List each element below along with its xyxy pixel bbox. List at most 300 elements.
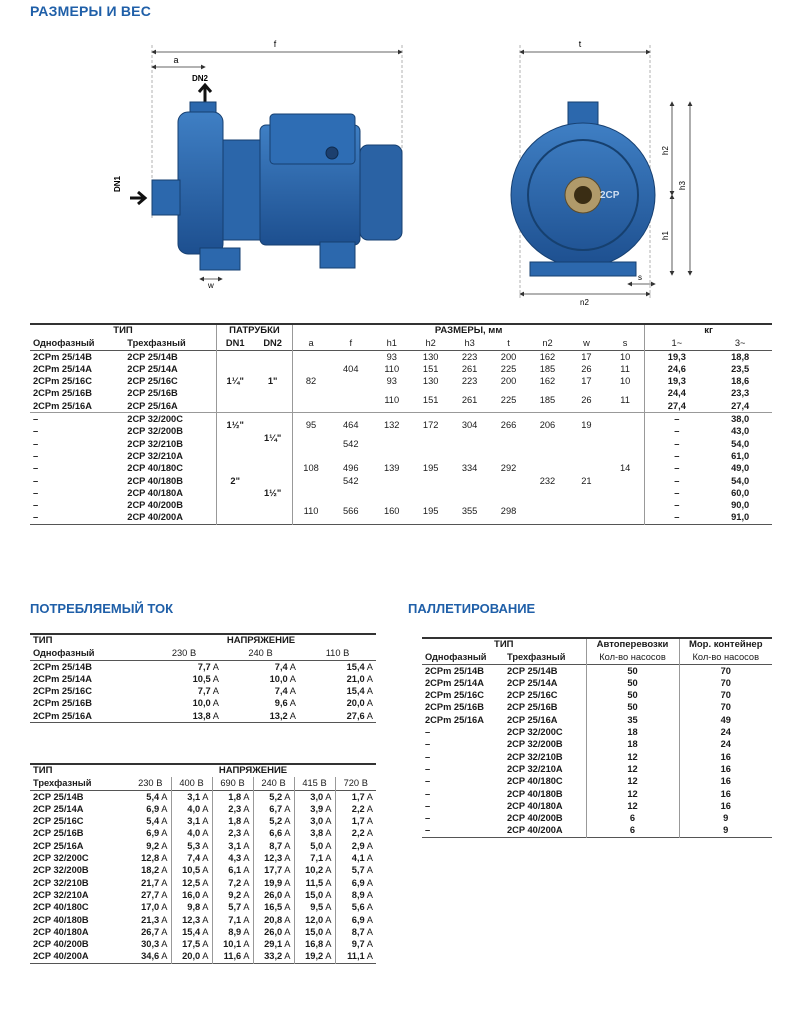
- table-cell: [329, 487, 372, 499]
- current-value-cell: [212, 864, 253, 876]
- current-value: 5,2: [269, 816, 283, 827]
- current-unit: A: [284, 853, 291, 864]
- current-value-cell: [212, 877, 253, 889]
- table-cell: 23,3: [731, 388, 750, 399]
- current-value-cell: [130, 926, 171, 938]
- table-cell: DN2: [263, 338, 282, 349]
- table-cell: –: [645, 511, 709, 524]
- table-row: [422, 775, 772, 787]
- model-cell: 2CP 32/200B: [507, 739, 563, 750]
- current-value-cell: [130, 864, 171, 876]
- current-value: 8,9: [351, 889, 365, 900]
- qty-cell: 16: [679, 763, 772, 775]
- table-row: [30, 864, 376, 876]
- current-value-cell: [253, 901, 294, 913]
- table-cell: 2CP 32/210A: [127, 450, 183, 461]
- table-cell: 21: [581, 475, 592, 486]
- model-cell: –: [425, 813, 431, 824]
- table-cell: 225: [500, 394, 517, 405]
- current-unit: A: [243, 791, 250, 802]
- model-cell: –: [425, 776, 431, 787]
- current-value: 26,7: [141, 926, 160, 937]
- qty-cell: 24: [679, 726, 772, 738]
- model-cell: 2CP 40/200B: [33, 939, 89, 950]
- table-cell: 38,0: [731, 414, 750, 425]
- table-cell: 151: [422, 394, 439, 405]
- current-value: 3,1: [228, 840, 242, 851]
- table-cell: 54,0: [731, 438, 750, 449]
- qty-cell: 12: [586, 788, 679, 800]
- current-unit: A: [243, 853, 250, 864]
- current-title: ПОТРЕБЛЯЕМЫЙ ТОК: [30, 601, 174, 616]
- current-value-cell: [299, 660, 376, 673]
- table-cell: 160: [383, 506, 400, 517]
- current-value: 17,5: [182, 939, 201, 950]
- current-unit: A: [289, 661, 296, 672]
- current-value-cell: [212, 815, 253, 827]
- current-value-cell: [130, 852, 171, 864]
- current-unit: A: [284, 914, 291, 925]
- current-value-cell: [253, 889, 294, 901]
- current-unit: A: [202, 914, 209, 925]
- current-value-cell: [294, 827, 335, 839]
- current-value: 5,4: [146, 816, 160, 827]
- table-cell: 130: [422, 351, 439, 362]
- table-cell: 19,3: [645, 375, 709, 387]
- current-unit: A: [161, 902, 168, 913]
- table-cell: 24,6: [645, 363, 709, 375]
- current-unit: A: [366, 816, 373, 827]
- current-value: 12,0: [305, 914, 324, 925]
- current-value-cell: [212, 901, 253, 913]
- dimensions-table: [30, 323, 772, 525]
- current-value-cell: [130, 803, 171, 815]
- current-unit: A: [284, 803, 291, 814]
- current-value: 5,7: [228, 902, 242, 913]
- dims-patrubki-header: ПАТРУБКИ: [217, 324, 293, 337]
- current-value-cell: [212, 840, 253, 852]
- table-row: [30, 634, 376, 647]
- model-cell: 2CP 25/14B: [33, 791, 84, 802]
- table-cell: 223: [461, 376, 478, 387]
- current-value: 9,2: [228, 889, 242, 900]
- table-cell: 2CP 32/200C: [127, 414, 183, 425]
- current-unit: A: [161, 914, 168, 925]
- qty-cell: 6: [586, 824, 679, 837]
- table-cell: 2CPm 25/14A: [33, 363, 92, 374]
- table-row: [30, 697, 376, 709]
- current-value-cell: [299, 673, 376, 685]
- table-cell: –: [645, 462, 709, 474]
- table-cell: [329, 387, 372, 412]
- current-value: 1,8: [228, 791, 242, 802]
- current-value: 27,6: [346, 710, 365, 721]
- current-value: 17,0: [141, 902, 160, 913]
- table-cell: 162: [539, 351, 556, 362]
- table-cell: 240 В: [248, 648, 273, 659]
- table-cell: Однофазный: [425, 652, 487, 663]
- current-value: 7,4: [274, 686, 288, 697]
- dim-w-label: w: [208, 281, 214, 290]
- qty-cell: 16: [679, 788, 772, 800]
- table-row: [30, 387, 772, 399]
- table-cell: 172: [422, 420, 439, 431]
- table-cell: 195: [422, 506, 439, 517]
- current-unit: A: [243, 877, 250, 888]
- current-value: 34,6: [141, 951, 160, 962]
- table-cell: 49,0: [731, 463, 750, 474]
- current-unit: A: [325, 877, 332, 888]
- table-cell: 24,4: [645, 387, 709, 399]
- current-value-cell: [130, 827, 171, 839]
- qty-cell: 70: [679, 664, 772, 677]
- table-cell: s: [622, 338, 628, 349]
- current-value: 20,0: [182, 951, 201, 962]
- model-cell: 2CP 25/14A: [33, 803, 84, 814]
- table-cell: –: [33, 475, 39, 486]
- current-value-cell: [130, 889, 171, 901]
- current-value-cell: [212, 852, 253, 864]
- table-cell: 261: [461, 394, 478, 405]
- current-value-cell: [222, 673, 299, 685]
- table-row: [422, 689, 772, 701]
- current-value-cell: [171, 840, 212, 852]
- dn2-label: DN2: [192, 74, 209, 83]
- current-value: 16,5: [264, 902, 283, 913]
- qty-cell: 18: [586, 726, 679, 738]
- current-value: 6,9: [351, 914, 365, 925]
- table-row: [422, 751, 772, 763]
- qty-cell: 12: [586, 751, 679, 763]
- current-value: 20,8: [264, 914, 283, 925]
- qty-cell: 35: [586, 714, 679, 726]
- table-cell: 232: [539, 475, 556, 486]
- table-row: [422, 664, 772, 677]
- current-value: 12,3: [182, 914, 201, 925]
- current-unit: A: [243, 816, 250, 827]
- model-cell: –: [425, 763, 431, 774]
- current-unit: A: [161, 889, 168, 900]
- dim-t-label: t: [578, 39, 582, 49]
- current-value: 1,8: [228, 816, 242, 827]
- qty-cell: 16: [679, 751, 772, 763]
- table-cell: –: [33, 463, 39, 474]
- model-cell: 2CPm 25/14B: [425, 665, 484, 676]
- table-cell: 292: [500, 463, 517, 474]
- current-value-cell: [294, 864, 335, 876]
- current-unit: A: [202, 902, 209, 913]
- current-unit: A: [202, 840, 209, 851]
- table-row: [422, 677, 772, 689]
- model-cell: 2CPm 25/16B: [425, 702, 484, 713]
- table-cell: n2: [542, 338, 553, 349]
- table-row: [30, 877, 376, 889]
- qty-cell: 50: [586, 689, 679, 701]
- table-cell: 110: [292, 499, 329, 524]
- table-cell: 2CP 32/200B: [127, 426, 183, 437]
- side-view: [113, 39, 402, 290]
- table-cell: 2CPm 25/14B: [33, 351, 92, 362]
- current-value: 4,3: [228, 853, 242, 864]
- table-cell: a: [292, 337, 329, 350]
- current-unit: A: [366, 791, 373, 802]
- table-cell: –: [33, 500, 39, 511]
- table-cell: 19,3: [645, 350, 709, 363]
- pump-drawings: [80, 30, 790, 310]
- table-cell: 93: [386, 351, 397, 362]
- current-value: 5,4: [146, 791, 160, 802]
- table-cell: 2": [217, 438, 254, 525]
- table-row: [30, 350, 772, 363]
- table-row: [422, 651, 772, 664]
- brand-label: 2CP: [600, 190, 620, 201]
- table-cell: 1½": [263, 487, 282, 498]
- current-value-cell: [335, 938, 376, 950]
- current-value: 33,2: [264, 951, 283, 962]
- current-unit: A: [284, 902, 291, 913]
- current-value-cell: [335, 950, 376, 963]
- table-cell: 690 В: [212, 777, 253, 790]
- current-value-cell: [253, 877, 294, 889]
- table-row: [30, 660, 376, 673]
- table-cell: 2CP 25/16C: [127, 376, 178, 387]
- table-row: [30, 363, 772, 375]
- current-value-cell: [335, 803, 376, 815]
- current-unit: A: [202, 926, 209, 937]
- table-cell: 11: [620, 394, 630, 405]
- current-value-cell: [171, 790, 212, 803]
- current-value-cell: [299, 685, 376, 697]
- current-unit: A: [284, 865, 291, 876]
- current-value: 5,0: [310, 840, 324, 851]
- table-cell: 404: [342, 363, 359, 374]
- table-cell: НАПРЯЖЕНИЕ: [218, 765, 288, 776]
- table-cell: 18,8: [731, 351, 750, 362]
- current-unit: A: [366, 939, 373, 950]
- table-cell: 240 В: [253, 777, 294, 790]
- model-cell: 2CP 40/200B: [507, 813, 563, 824]
- current-unit: A: [212, 686, 219, 697]
- current-unit: A: [325, 803, 332, 814]
- current-unit: A: [212, 710, 219, 721]
- current-value-cell: [146, 673, 222, 685]
- current-value-cell: [130, 840, 171, 852]
- current-value: 2,9: [351, 840, 365, 851]
- current-unit: A: [366, 853, 373, 864]
- current-unit: A: [202, 803, 209, 814]
- table-cell: ТИП: [33, 765, 53, 776]
- model-cell: 2CPm 25/14A: [33, 673, 92, 684]
- current-value: 9,2: [146, 840, 160, 851]
- qty-cell: 49: [679, 714, 772, 726]
- table-row: [30, 914, 376, 926]
- current-value-cell: [130, 901, 171, 913]
- table-row: [30, 647, 376, 660]
- current-value: 2,3: [228, 803, 242, 814]
- current-value: 11,5: [305, 877, 324, 888]
- current-unit: A: [161, 865, 168, 876]
- table-cell: 2CP 40/200A: [127, 512, 183, 523]
- current-unit: A: [325, 939, 332, 950]
- table-cell: 195: [422, 463, 439, 474]
- model-cell: 2CP 40/200A: [33, 951, 89, 962]
- model-cell: 2CP 25/16C: [33, 816, 84, 827]
- model-cell: 2CP 25/14B: [507, 665, 558, 676]
- current-unit: A: [325, 816, 332, 827]
- current-value-cell: [335, 864, 376, 876]
- table-cell: ТИП: [33, 635, 53, 646]
- model-cell: 2CP 40/180C: [33, 902, 89, 913]
- current-unit: A: [161, 816, 168, 827]
- current-value-cell: [171, 950, 212, 963]
- current-value-cell: [294, 889, 335, 901]
- table-cell: 151: [422, 363, 439, 374]
- current-value: 3,1: [187, 791, 201, 802]
- current-value: 16,0: [182, 889, 201, 900]
- current-unit: A: [366, 803, 373, 814]
- current-value-cell: [146, 660, 222, 673]
- current-value: 6,1: [228, 865, 242, 876]
- model-cell: 2CP 32/210A: [33, 889, 89, 900]
- model-cell: 2CP 40/200A: [507, 825, 563, 836]
- current-unit: A: [202, 816, 209, 827]
- model-cell: 2CP 40/180C: [507, 776, 563, 787]
- table-row: [422, 638, 772, 651]
- current-value-cell: [253, 815, 294, 827]
- front-view: [511, 39, 690, 307]
- table-cell: 1¼": [217, 350, 254, 412]
- table-cell: 27,4: [731, 400, 750, 411]
- table-cell: 185: [539, 363, 556, 374]
- table-row: [422, 701, 772, 713]
- table-cell: –: [645, 487, 709, 499]
- table-cell: 566: [342, 506, 359, 517]
- table-cell: 10: [619, 351, 631, 362]
- table-cell: 1~: [645, 337, 709, 350]
- current-value-cell: [294, 877, 335, 889]
- table-cell: –: [33, 426, 39, 437]
- table-cell: 2CPm 25/16B: [33, 388, 92, 399]
- dims-three-header: Трехфазный: [127, 338, 186, 349]
- dims-kg-header: кг: [645, 324, 772, 337]
- table-cell: 185: [539, 394, 556, 405]
- dims-razmery-header: РАЗМЕРЫ, мм: [292, 324, 644, 337]
- current-unit: A: [161, 939, 168, 950]
- current-value: 12,8: [141, 853, 160, 864]
- dim-s-label: s: [638, 273, 642, 282]
- model-cell: 2CP 32/200C: [507, 727, 563, 738]
- current-value: 13,8: [192, 710, 211, 721]
- current-value-cell: [294, 840, 335, 852]
- current-value: 26,0: [264, 889, 283, 900]
- table-cell: 110: [384, 363, 400, 374]
- current-value: 10,1: [223, 939, 242, 950]
- current-unit: A: [161, 791, 168, 802]
- model-cell: 2CP 25/16A: [507, 714, 558, 725]
- table-cell: 82: [292, 350, 329, 412]
- current-value: 10,5: [182, 865, 201, 876]
- current-value: 9,6: [274, 698, 288, 709]
- table-cell: 2CP 40/200B: [127, 500, 183, 511]
- model-cell: 2CP 40/180B: [33, 914, 89, 925]
- current-value-cell: [253, 864, 294, 876]
- current-unit: A: [284, 816, 291, 827]
- current-unit: A: [161, 877, 168, 888]
- current-value: 7,4: [187, 853, 201, 864]
- table-cell: 110: [384, 394, 400, 405]
- current-value: 7,1: [310, 853, 324, 864]
- dims-single-header: Однофазный: [33, 338, 95, 349]
- table-cell: t: [507, 338, 510, 349]
- dim-a-label: a: [173, 55, 179, 65]
- table-cell: Кол-во насосов: [679, 651, 772, 664]
- current-unit: A: [366, 686, 373, 697]
- current-value-cell: [253, 914, 294, 926]
- pallet-title: ПАЛЛЕТИРОВАНИЕ: [408, 601, 536, 616]
- table-cell: Автоперевозки: [586, 638, 679, 651]
- current-value: 8,9: [228, 926, 242, 937]
- table-row: [30, 337, 772, 350]
- table-row: [30, 889, 376, 901]
- current-value: 13,2: [269, 710, 288, 721]
- table-cell: 2CP 40/180A: [127, 487, 183, 498]
- current-unit: A: [161, 828, 168, 839]
- table-row: [30, 950, 376, 963]
- table-row: [30, 710, 376, 723]
- table-cell: 1": [267, 376, 278, 387]
- current-unit: A: [325, 951, 332, 962]
- qty-cell: 70: [679, 701, 772, 713]
- current-value-cell: [222, 685, 299, 697]
- current-value-cell: [335, 852, 376, 864]
- current-value-cell: [222, 660, 299, 673]
- current-value: 15,0: [305, 926, 324, 937]
- qty-cell: 16: [679, 800, 772, 812]
- current-value: 15,4: [346, 686, 365, 697]
- table-cell: 225: [500, 363, 517, 374]
- current-value: 6,6: [269, 828, 283, 839]
- table-row: [30, 803, 376, 815]
- current-unit: A: [161, 926, 168, 937]
- current-unit: A: [202, 889, 209, 900]
- current-value-cell: [253, 840, 294, 852]
- current-single-table: [30, 633, 376, 723]
- table-cell: 2CP 25/14B: [127, 351, 178, 362]
- current-unit: A: [366, 661, 373, 672]
- current-value-cell: [212, 803, 253, 815]
- table-cell: 43,0: [731, 426, 750, 437]
- table-cell: –: [645, 413, 709, 426]
- table-row: [422, 763, 772, 775]
- current-value: 9,8: [187, 902, 201, 913]
- current-unit: A: [289, 686, 296, 697]
- current-value-cell: [335, 815, 376, 827]
- current-value-cell: [171, 827, 212, 839]
- qty-cell: 12: [586, 800, 679, 812]
- qty-cell: 12: [586, 763, 679, 775]
- model-cell: 2CPm 25/14A: [425, 677, 484, 688]
- current-value: 3,0: [310, 791, 324, 802]
- current-value-cell: [171, 852, 212, 864]
- dim-h3-label: h3: [678, 181, 687, 190]
- current-unit: A: [366, 698, 373, 709]
- current-value-cell: [253, 827, 294, 839]
- table-row: [422, 714, 772, 726]
- current-unit: A: [366, 673, 373, 684]
- current-value-cell: [253, 950, 294, 963]
- current-value: 5,2: [269, 791, 283, 802]
- table-cell: 2CP 40/180B: [127, 475, 183, 486]
